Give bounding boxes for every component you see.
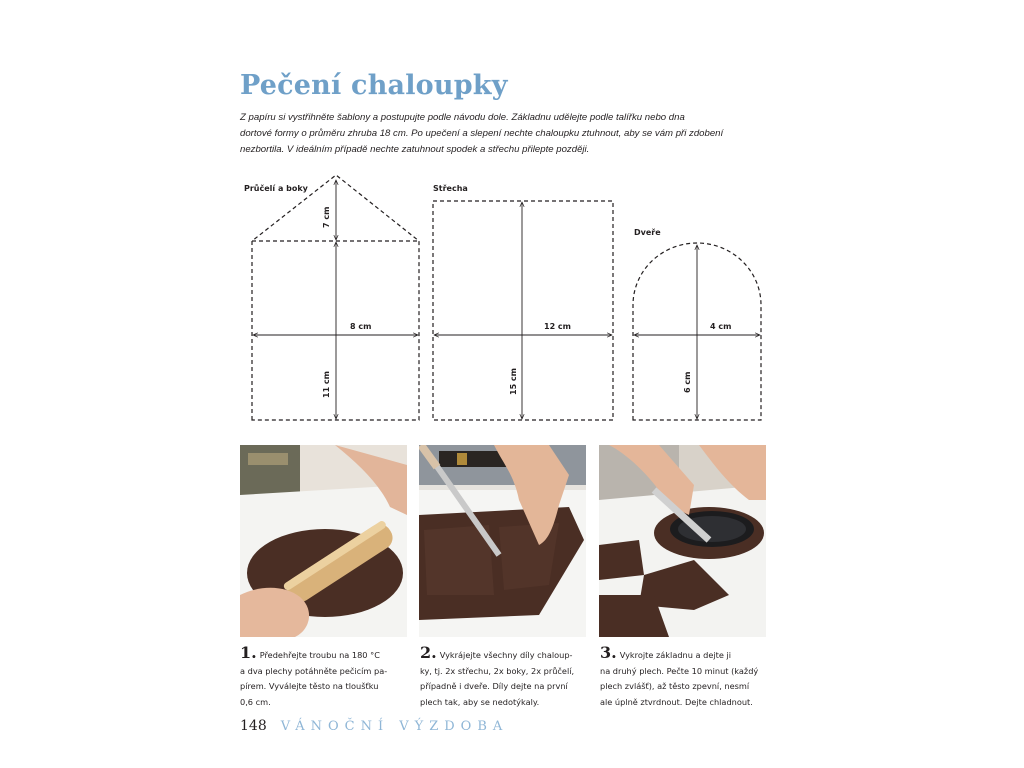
gable-width-label: 8 cm bbox=[350, 322, 372, 331]
step-1-photo bbox=[240, 445, 407, 637]
step-2-text bbox=[420, 645, 590, 710]
roof-template bbox=[433, 184, 613, 420]
step-number: 3. bbox=[600, 643, 617, 662]
section-title: VÁNOČNÍ VÝZDOBA bbox=[280, 719, 509, 734]
gable-template bbox=[244, 175, 419, 420]
door-template bbox=[633, 228, 761, 420]
door-width-label: 4 cm bbox=[710, 322, 732, 331]
roof-label: Střecha bbox=[433, 184, 468, 193]
gable-height-label: 11 cm bbox=[322, 371, 331, 398]
step-line: a dva plechy potáhněte pečicím pa- bbox=[240, 665, 388, 676]
step-3-photo bbox=[599, 445, 766, 637]
gable-roof-height-label: 7 cm bbox=[322, 206, 331, 228]
intro-line: nezbortila. V ideálním případě nechte zatuhnout spodek a střechu přilepte později. bbox=[240, 144, 590, 155]
page-title: Pečení chaloupky bbox=[240, 70, 508, 101]
intro-line: Z papíru si vystřihněte šablony a postupujte podle návodu dole. Základnu udělejte podle talířku nebo dna bbox=[240, 112, 685, 123]
door-height-label: 6 cm bbox=[683, 371, 692, 393]
step-line: na druhý plech. Pečte 10 minut (každý bbox=[600, 665, 759, 676]
step-3-text bbox=[600, 645, 770, 710]
page-footer bbox=[240, 718, 508, 734]
step-number: 1. bbox=[240, 643, 257, 662]
step-line: Vykrájejte všechny díly chaloup- bbox=[439, 650, 573, 660]
step-line: případně i dveře. Díly dejte na první bbox=[420, 681, 568, 691]
step-line: plech tak, aby se nedotýkaly. bbox=[420, 696, 540, 707]
roof-outline bbox=[433, 201, 613, 420]
step-line: pírem. Vyválejte těsto na tloušťku bbox=[240, 681, 379, 691]
intro-line: dortové formy o průměru zhruba 18 cm. Po upečení a slepení nechte chaloupku ztuhnout, aby se vám při zdobení bbox=[240, 128, 724, 139]
step-2-photo bbox=[419, 445, 586, 637]
step-line: 0,6 cm. bbox=[240, 696, 271, 707]
page-number: 148 bbox=[240, 718, 267, 734]
roof-width-label: 12 cm bbox=[544, 322, 571, 331]
step-number: 2. bbox=[420, 643, 437, 662]
step-line: Předehřejte troubu na 180 °C bbox=[259, 650, 380, 660]
door-label: Dveře bbox=[634, 228, 661, 237]
step-line: Vykrojte základnu a dejte ji bbox=[619, 650, 732, 660]
step-line: ale úplně ztvrdnout. Dejte chladnout. bbox=[600, 696, 753, 707]
step-line: plech zvlášť), až těsto zpevní, nesmí bbox=[600, 681, 750, 691]
roof-height-label: 15 cm bbox=[509, 368, 518, 395]
step-line: ky, tj. 2x střechu, 2x boky, 2x průčelí, bbox=[420, 665, 575, 676]
gable-outline bbox=[252, 175, 419, 420]
step-1-text bbox=[240, 645, 410, 710]
gable-label: Průčelí a boky bbox=[244, 184, 308, 193]
